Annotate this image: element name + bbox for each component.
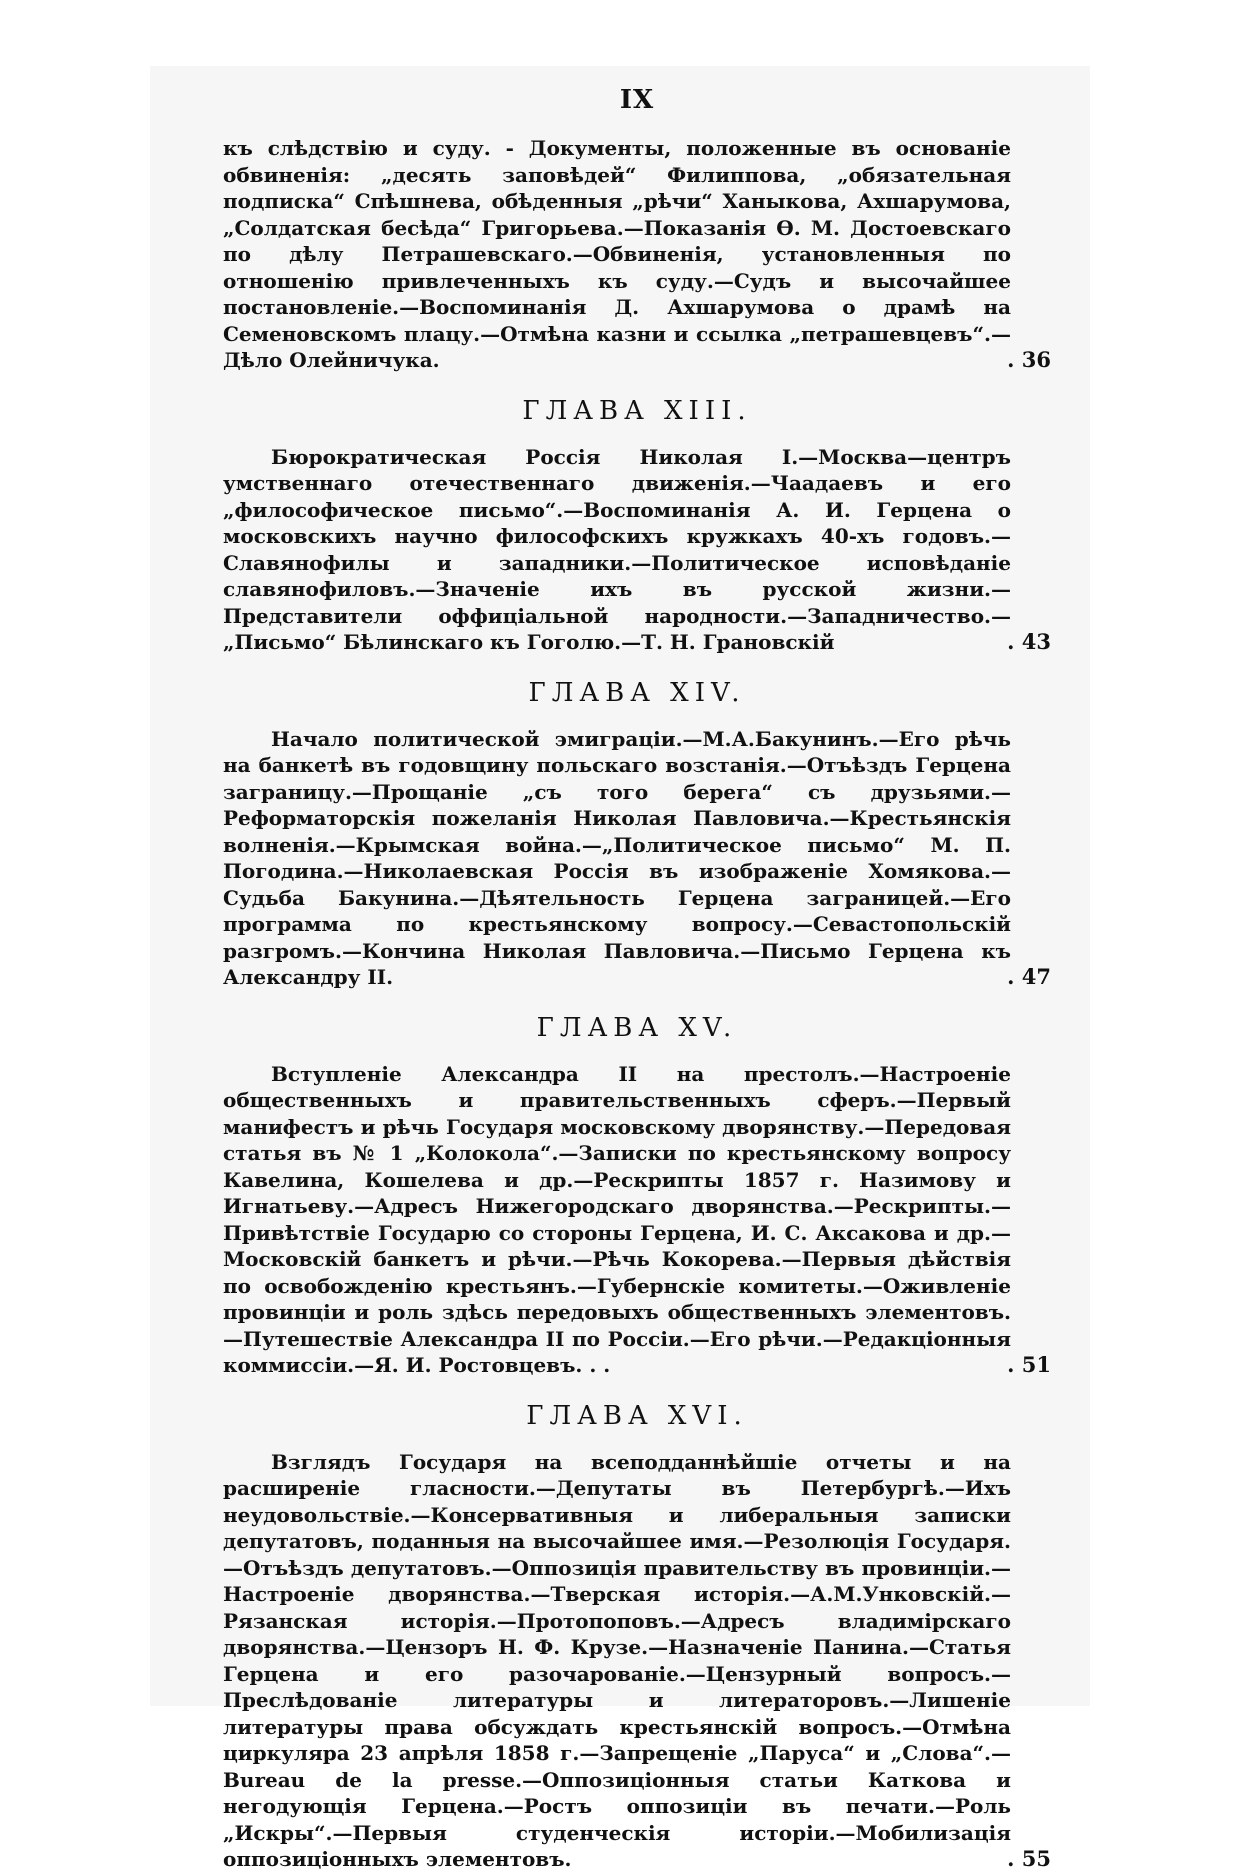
- toc-entry-xii-continued: [223, 135, 1051, 374]
- toc-entry-xv: [223, 1061, 1051, 1379]
- entry-page-number: . 47: [1007, 964, 1051, 989]
- entry-page-number: . 51: [1007, 1352, 1051, 1377]
- toc-entry-xiv: [223, 726, 1051, 991]
- entry-page-number: . 36: [1007, 347, 1051, 372]
- toc-entry-xvi: [223, 1449, 1051, 1873]
- entry-text: Бюрократическая Россія Николая I.—Москва—центръ умственнаго отечественнаго движенія.—Чаадаевъ и его „философическое письмо“.—Воспоминанія А. И. Герцена о московскихъ научно философскихъ кружкахъ 40-хъ годовъ.—Славянофилы и западники.—Политическое исповѣданіе славянофиловъ.—Значеніе ихъ въ русской жизни.—Представители оффиціальной народности.—Западничество.—„Письмо“ Бѣлинскаго къ Гоголю.—Т. Н. Грановскій: [223, 444, 1011, 654]
- entry-text: Взглядъ Государя на всеподданнѣйшіе отчеты и на расширеніе гласности.—Депутаты въ Петербургѣ.—Ихъ неудовольствіе.—Консервативныя и либеральныя записки депутатовъ, поданныя на высочайшее имя.—Резолюція Государя.—Отъѣздъ депутатовъ.—Оппозиція правительству въ провинціи.—Настроеніе дворянства.—Тверская исторія.—А.М.Унковскій.—Рязанская исторія.—Протопоповъ.—Адресъ владимірскаго дворянства.—Цензоръ Н. Ф. Крузе.—Назначеніе Панина.—Статья Герцена и его разочарованіе.—Цензурный вопросъ.—Преслѣдованіе литературы и литераторовъ.—Лишеніе литературы права обсуждать крестьянскій вопросъ.—Отмѣна циркуляра 23 апрѣля 1858 г.—Запрещеніе „Паруса“ и „Слова“.—Bureau de la presse.—Оппозиціонныя статьи Каткова и негодующія Герцена.—Ростъ оппозиціи въ печати.—Роль „Искры“.—Первыя студенческія исторіи.—Мобилизація оппозиціонныхъ элементовъ.: [223, 1449, 1011, 1871]
- entry-text: къ слѣдствію и суду. - Документы, положенные въ основаніе обвиненія: „десять заповѣдей“ Филиппова, „обязательная подписка“ Спѣшнева, обѣденныя „рѣчи“ Ханыкова, Ахшарумова, „Солдатская бесѣда“ Григорьева.—Показанія Ѳ. М. Достоевскаго по дѣлу Петрашевскаго.—Обвиненія, установленныя по отношенію привлеченныхъ къ суду.—Судъ и высочайшее постановленіе.—Воспоминанія Д. Ахшарумова о драмѣ на Семеновскомъ плацу.—Отмѣна казни и ссылка „петрашевцевъ“.—Дѣло Олейничука.: [223, 136, 1011, 372]
- table-of-contents: [223, 85, 1051, 1873]
- chapter-heading-xvi: ГЛАВА XVI.: [526, 1400, 748, 1431]
- toc-entry-xiii: [223, 444, 1051, 656]
- entry-text: Начало политической эмиграціи.—М.А.Бакунинъ.—Его рѣчь на банкетѣ въ годовщину польскаго возстанія.—Отъѣздъ Герцена заграницу.—Прощаніе „съ того берега“ съ друзьями.—Реформаторскія пожеланія Николая Павловича.—Крестьянскія волненія.—Крымская война.—„Политическое письмо“ М. П. Погодина.—Николаевская Россія въ изображеніе Хомякова.—Судьба Бакунина.—Дѣятельность Герцена заграницей.—Его программа по крестьянскому вопросу.—Севастопольскій разгромъ.—Кончина Николая Павловича.—Письмо Герцена къ Александру II.: [223, 726, 1011, 989]
- entry-text: Вступленіе Александра II на престолъ.—Настроеніе общественныхъ и правительственныхъ сферъ.—Первый манифестъ и рѣчь Государя московскому дворянству.—Передовая статья въ № 1 „Колокола“.—Записки по крестьянскому вопросу Кавелина, Кошелева и др.—Рескрипты 1857 г. Назимову и Игнатьеву.—Адресъ Нижегородскаго дворянства.—Рескрипты.—Привѣтствіе Государю со стороны Герцена, И. С. Аксакова и др.—Московскій банкетъ и рѣчи.—Рѣчь Кокорева.—Первыя дѣйствія по освобожденію крестьянъ.—Губернскіе комитеты.—Оживленіе провинціи и роль здѣсь передовыхъ общественныхъ элементовъ.—Путешествіе Александра II по Россіи.—Его рѣчи.—Редакціонныя коммиссіи.—Я. И. Ростовцевъ. . .: [223, 1061, 1011, 1377]
- chapter-heading-xv: ГЛАВА XV.: [536, 1012, 738, 1043]
- chapter-heading-xiii: ГЛАВА XIII.: [522, 395, 752, 426]
- page-number: IX: [619, 85, 655, 115]
- chapter-heading-xiv: ГЛАВА XIV.: [528, 677, 746, 708]
- entry-page-number: . 43: [1007, 629, 1051, 654]
- entry-page-number: . 55: [1007, 1846, 1051, 1871]
